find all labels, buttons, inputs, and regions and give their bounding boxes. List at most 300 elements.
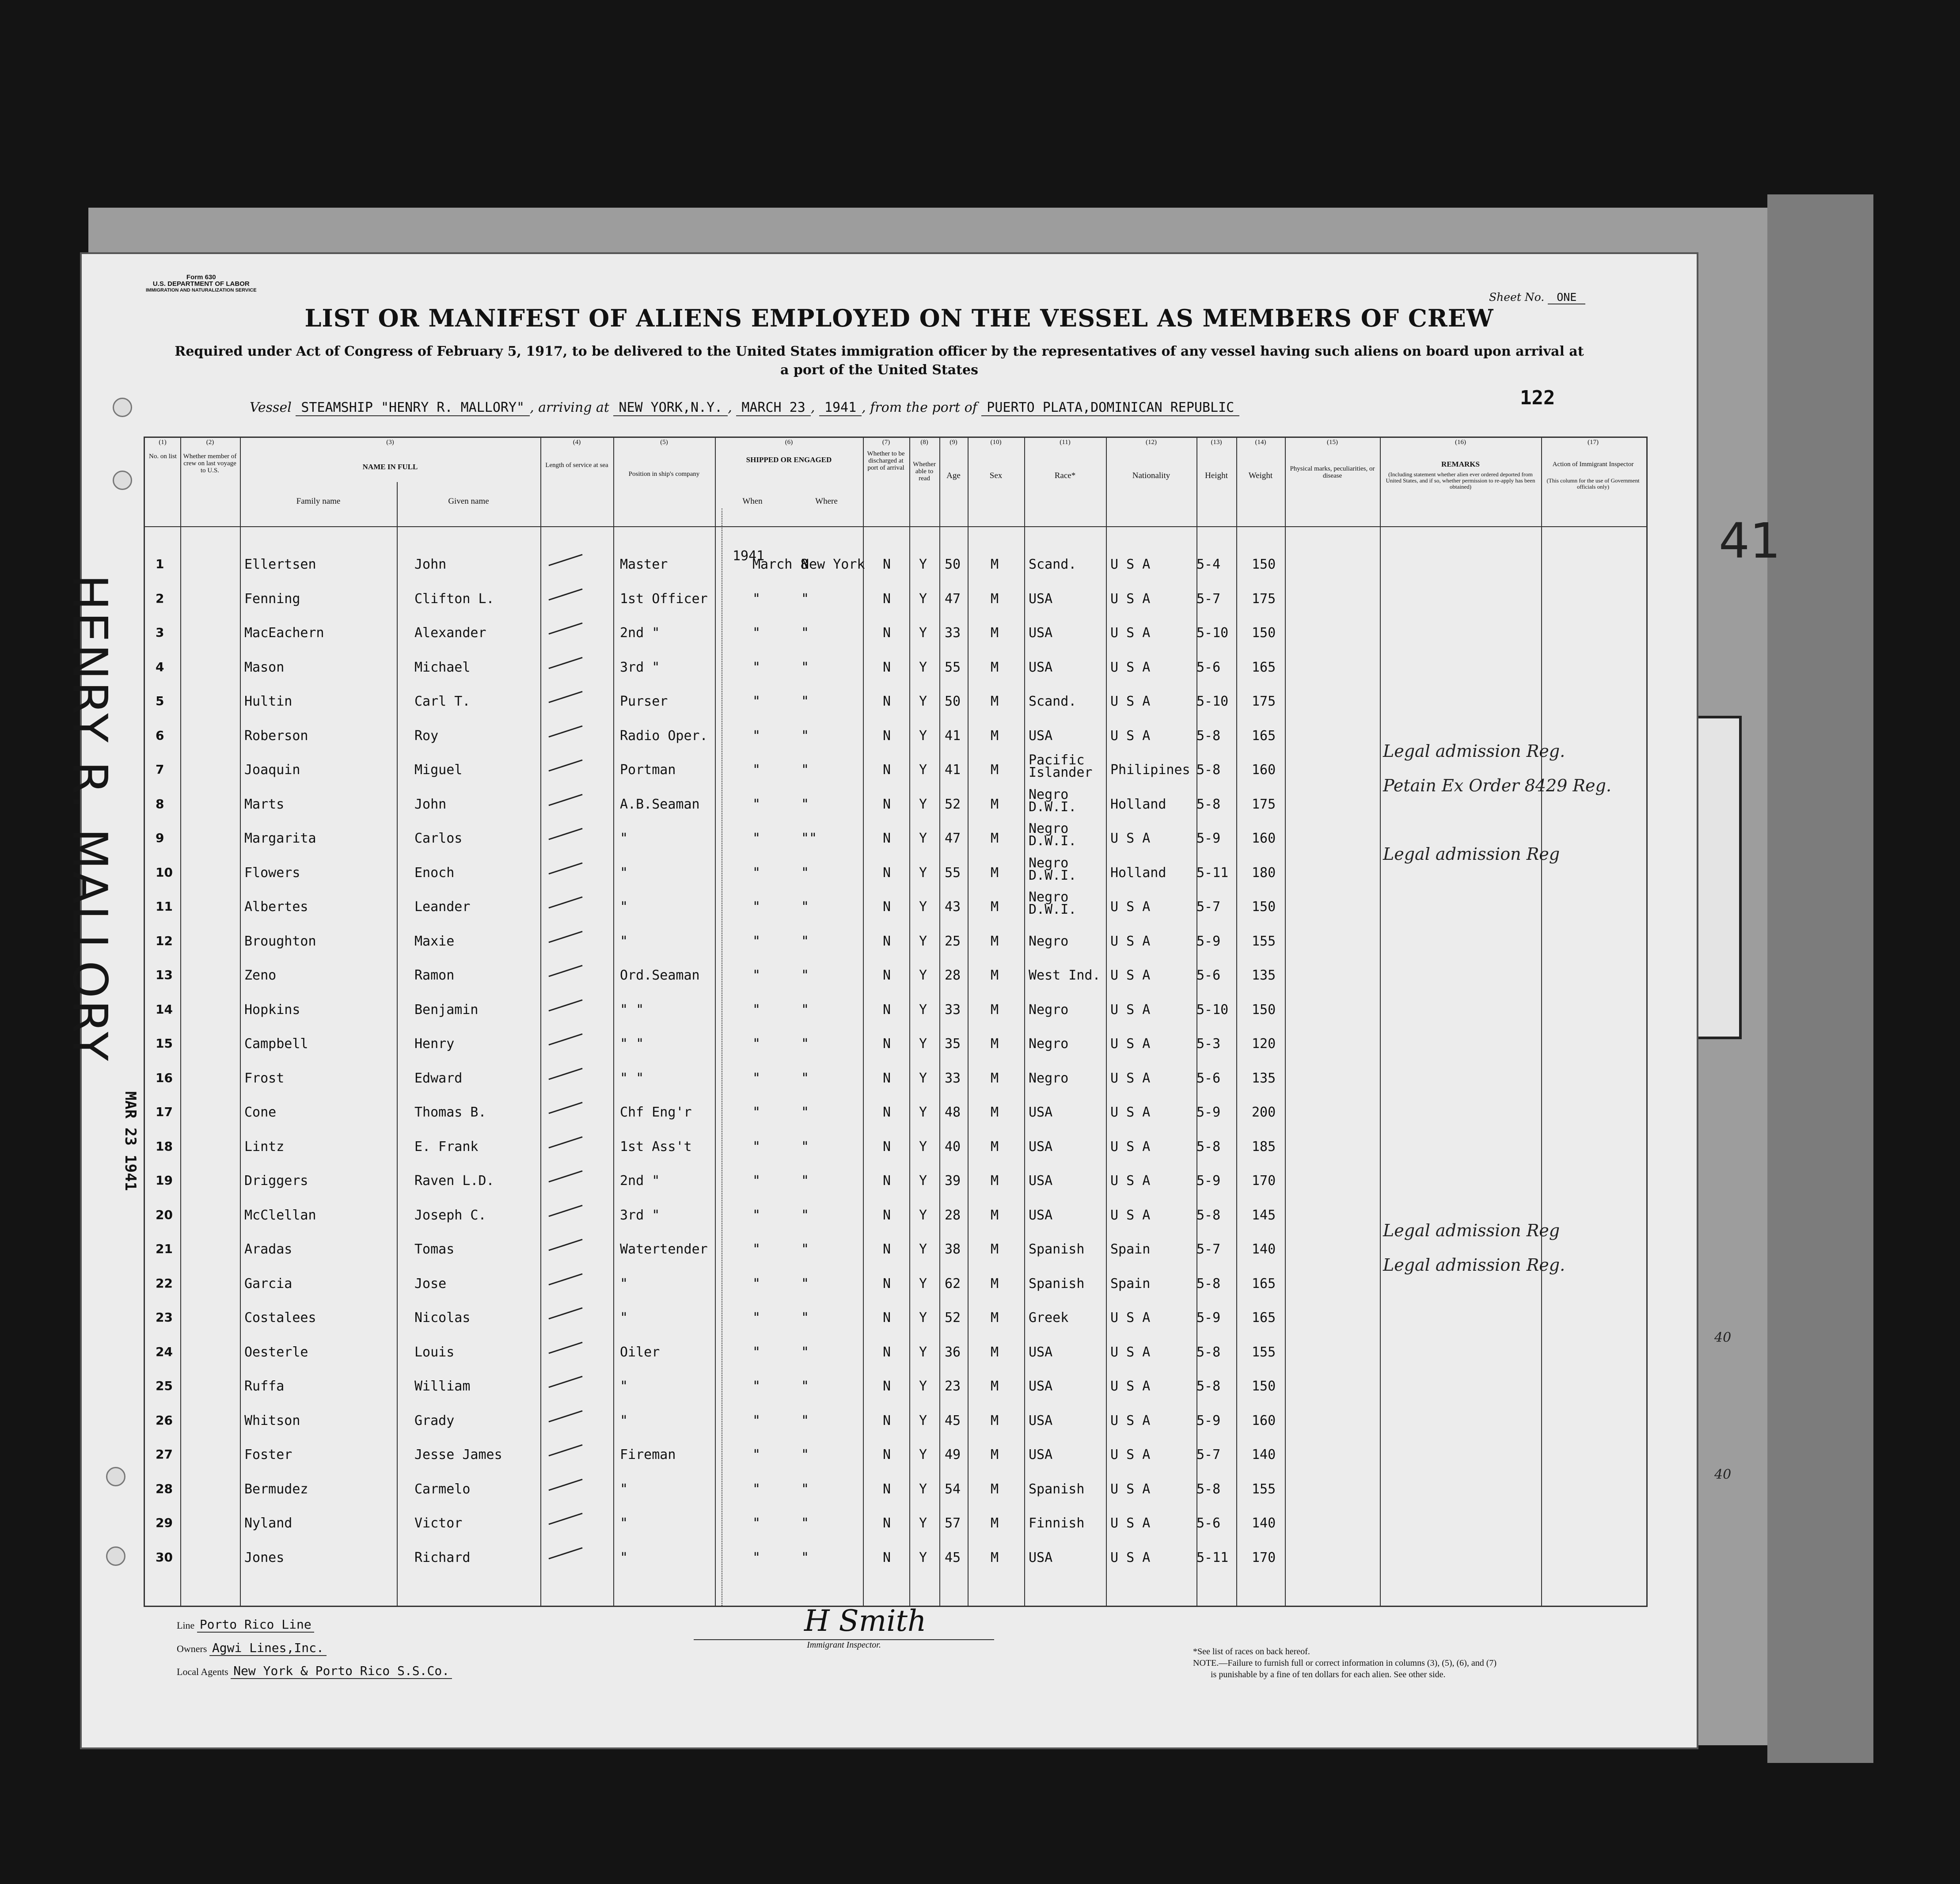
table-row: [145, 923, 1646, 957]
cell-n: 23: [156, 1310, 173, 1325]
cell-given: Ramon: [414, 968, 455, 983]
cell-age: 33: [945, 1002, 961, 1018]
cell-n: 11: [156, 899, 173, 914]
cell-height: 5-10: [1197, 694, 1229, 709]
cell-sex: M: [991, 1070, 999, 1086]
from-label: , from the port of: [862, 400, 977, 415]
header-sex: Sex: [989, 471, 1003, 480]
cell-family: Whitson: [244, 1413, 300, 1428]
cell-read: Y: [919, 1036, 927, 1052]
tick-mark: [548, 1376, 582, 1388]
cell-position: ": [620, 1310, 628, 1326]
cell-position: 2nd ": [620, 1173, 660, 1189]
vessel-line: Vessel STEAMSHIP "HENRY R. MALLORY" , arriving at NEW YORK,N.Y. , MARCH 23 , 1941 , from the port of PUERTO PLATA,DOMINICAN REPUBLIC: [250, 400, 1239, 415]
cell-n: 30: [156, 1550, 173, 1565]
cell-given: Jesse James: [414, 1447, 502, 1462]
note-fine: is punishable by a fine of ten dollars for each alien. See other side.: [1211, 1670, 1446, 1679]
cell-weight: 175: [1252, 694, 1276, 709]
cell-age: 40: [945, 1139, 961, 1155]
cell-nat: U S A: [1110, 557, 1151, 572]
header-no-on-list: No. on list: [149, 453, 177, 460]
cell-when: ": [752, 1207, 761, 1223]
cell-weight: 120: [1252, 1036, 1276, 1052]
cell-sex: M: [991, 1173, 999, 1189]
background-sheet-edge: [1767, 194, 1873, 1763]
cell-given: Miguel: [414, 762, 463, 778]
cell-weight: 165: [1252, 1310, 1276, 1326]
cell-where: ": [801, 865, 809, 881]
table-row: [145, 581, 1646, 615]
cell-nat: U S A: [1110, 591, 1151, 607]
cell-nat: U S A: [1110, 1070, 1151, 1086]
tick-mark: [548, 965, 582, 977]
table-row: [145, 1471, 1646, 1505]
cell-nat: Holland: [1110, 796, 1166, 812]
tick-mark: [548, 1273, 582, 1285]
cell-position: ": [620, 1379, 628, 1394]
cell-height: 5-8: [1197, 1481, 1221, 1497]
cell-weight: 170: [1252, 1550, 1276, 1565]
cell-nat: U S A: [1110, 831, 1151, 846]
cell-where: ": [801, 1413, 809, 1428]
header-race: Race*: [1054, 471, 1076, 480]
cell-race: Scand.: [1029, 557, 1077, 572]
cell-sex: M: [991, 1207, 999, 1223]
cell-race: Negro: [1029, 1036, 1069, 1052]
cell-family: Marts: [244, 796, 285, 812]
sheet-number: [1489, 291, 1585, 304]
cell-disc: N: [883, 762, 891, 778]
cell-sex: M: [991, 1002, 999, 1018]
cell-disc: N: [883, 728, 891, 744]
cell-given: John: [414, 557, 447, 572]
cell-family: Margarita: [244, 831, 316, 846]
cell-nat: U S A: [1110, 933, 1151, 949]
cell-when: ": [752, 659, 761, 675]
cell-when: ": [752, 796, 761, 812]
cell-nat: U S A: [1110, 1310, 1151, 1326]
cell-where: ": [801, 728, 809, 744]
cell-weight: 175: [1252, 796, 1276, 812]
cell-sex: M: [991, 659, 999, 675]
cell-weight: 150: [1252, 1002, 1276, 1018]
vessel-name: STEAMSHIP "HENRY R. MALLORY": [296, 400, 530, 416]
cell-n: 4: [156, 659, 164, 674]
cell-disc: N: [883, 831, 891, 846]
cell-sex: M: [991, 831, 999, 846]
cell-race: Pacific Islander: [1029, 752, 1093, 780]
col-num: (7): [882, 439, 890, 446]
line-value: Porto Rico Line: [197, 1617, 314, 1633]
cell-when: ": [752, 1173, 761, 1189]
cell-where: ": [801, 1276, 809, 1291]
tick-mark: [548, 828, 582, 840]
cell-height: 5-10: [1197, 625, 1229, 641]
cell-sex: M: [991, 1105, 999, 1120]
cell-where: ": [801, 1379, 809, 1394]
cell-nat: U S A: [1110, 1481, 1151, 1497]
cell-race: Negro: [1029, 933, 1069, 949]
inspector-signature: H Smith: [804, 1604, 927, 1638]
cell-race: Negro D.W.I.: [1029, 821, 1077, 849]
col-num: (15): [1327, 439, 1338, 446]
cell-height: 5-9: [1197, 933, 1221, 949]
table-row: [145, 1162, 1646, 1197]
cell-given: Richard: [414, 1550, 471, 1565]
punch-hole: [113, 471, 132, 490]
cell-nat: U S A: [1110, 968, 1151, 983]
cell-disc: N: [883, 796, 891, 812]
cell-race: West Ind.: [1029, 968, 1101, 983]
tick-mark: [548, 1067, 582, 1080]
cell-sex: M: [991, 968, 999, 983]
tick-mark: [548, 1307, 582, 1320]
table-row: [145, 1368, 1646, 1402]
cell-where: ": [801, 1002, 809, 1018]
sheet-label: Sheet No.: [1489, 291, 1545, 304]
cell-when: ": [752, 1105, 761, 1120]
cell-sex: M: [991, 1413, 999, 1428]
cell-race: USA: [1029, 625, 1053, 641]
form-service: IMMIGRATION AND NATURALIZATION SERVICE: [146, 288, 257, 293]
tick-mark: [548, 1239, 582, 1251]
cell-sex: M: [991, 1550, 999, 1565]
year-1941: 1941: [733, 548, 765, 564]
table-row: [145, 1436, 1646, 1471]
cell-nat: U S A: [1110, 1550, 1151, 1565]
cell-where: ": [801, 1070, 809, 1086]
cell-read: Y: [919, 1139, 927, 1155]
cell-nat: U S A: [1110, 1516, 1151, 1531]
cell-read: Y: [919, 1481, 927, 1497]
cell-height: 5-7: [1197, 1447, 1221, 1462]
cell-age: 36: [945, 1344, 961, 1360]
cell-position: " ": [620, 1070, 644, 1086]
cell-sex: M: [991, 865, 999, 881]
cell-age: 39: [945, 1173, 961, 1189]
cell-position: 3rd ": [620, 659, 660, 675]
cell-given: Edward: [414, 1070, 463, 1086]
table-row: [145, 1539, 1646, 1574]
handwritten-vessel-name: HENRY R. MALLORY: [62, 574, 117, 1063]
col-num: (10): [990, 439, 1002, 446]
cell-height: 5-11: [1197, 1550, 1229, 1565]
cell-age: 48: [945, 1105, 961, 1120]
cell-when: ": [752, 1276, 761, 1291]
cell-disc: N: [883, 933, 891, 949]
cell-where: ": [801, 1207, 809, 1223]
col-num: (17): [1588, 439, 1599, 446]
table-row: [145, 683, 1646, 718]
cell-when: ": [752, 728, 761, 744]
cell-where: ": [801, 1036, 809, 1052]
cell-where: ": [801, 1139, 809, 1155]
cell-nat: U S A: [1110, 1447, 1151, 1462]
cell-read: Y: [919, 625, 927, 641]
footer-agents: [177, 1664, 452, 1678]
col-num: (16): [1455, 439, 1466, 446]
cell-given: Carlos: [414, 831, 463, 846]
cell-disc: N: [883, 625, 891, 641]
cell-weight: 155: [1252, 1344, 1276, 1360]
cell-height: 5-6: [1197, 1070, 1221, 1086]
arrival-port: NEW YORK,N.Y.: [613, 400, 728, 416]
cell-where: ": [801, 1173, 809, 1189]
cell-position: ": [620, 1413, 628, 1428]
cell-n: 7: [156, 762, 164, 777]
cell-disc: N: [883, 899, 891, 915]
arrival-year: 1941: [819, 400, 862, 416]
cell-where: ": [801, 659, 809, 675]
cell-height: 5-7: [1197, 1242, 1221, 1257]
cell-family: Driggers: [244, 1173, 308, 1189]
tick-mark: [548, 1136, 582, 1148]
cell-family: Hultin: [244, 694, 292, 709]
cell-n: 24: [156, 1344, 173, 1359]
col-num: (2): [206, 439, 214, 446]
cell-read: Y: [919, 1276, 927, 1291]
cell-weight: 160: [1252, 762, 1276, 778]
cell-given: Louis: [414, 1344, 455, 1360]
cell-height: 5-8: [1197, 762, 1221, 778]
cell-age: 47: [945, 591, 961, 607]
cell-nat: U S A: [1110, 1002, 1151, 1018]
remark-handwriting: Legal admission Reg: [1383, 844, 1560, 864]
cell-read: Y: [919, 865, 927, 881]
cell-height: 5-4: [1197, 557, 1221, 572]
cell-when: ": [752, 1070, 761, 1086]
cell-height: 5-11: [1197, 865, 1229, 881]
cell-disc: N: [883, 1344, 891, 1360]
cell-age: 45: [945, 1550, 961, 1565]
cell-given: Benjamin: [414, 1002, 479, 1018]
cell-n: 22: [156, 1276, 173, 1291]
cell-nat: U S A: [1110, 1207, 1151, 1223]
cell-given: Enoch: [414, 865, 455, 881]
remark-handwriting: Legal admission Reg.: [1383, 1255, 1565, 1275]
cell-height: 5-9: [1197, 1105, 1221, 1120]
cell-n: 2: [156, 591, 164, 606]
cell-position: 2nd ": [620, 625, 660, 641]
cell-family: Garcia: [244, 1276, 292, 1291]
cell-age: 41: [945, 762, 961, 778]
table-row: [145, 546, 1646, 581]
cell-weight: 150: [1252, 557, 1276, 572]
cell-nat: U S A: [1110, 1344, 1151, 1360]
cell-where: ": [801, 933, 809, 949]
cell-read: Y: [919, 899, 927, 915]
cell-when: ": [752, 762, 761, 778]
cell-n: 18: [156, 1139, 173, 1154]
cell-sex: M: [991, 625, 999, 641]
cell-position: ": [620, 933, 628, 949]
col-num: (14): [1255, 439, 1266, 446]
cell-when: ": [752, 1002, 761, 1018]
cell-given: Roy: [414, 728, 439, 744]
cell-when: ": [752, 1481, 761, 1497]
cell-position: 3rd ": [620, 1207, 660, 1223]
cell-age: 47: [945, 831, 961, 846]
cell-height: 5-7: [1197, 899, 1221, 915]
cell-age: 38: [945, 1242, 961, 1257]
cell-n: 1: [156, 557, 164, 571]
cell-read: Y: [919, 728, 927, 744]
cell-age: 28: [945, 968, 961, 983]
table-row: [145, 991, 1646, 1026]
cell-height: 5-9: [1197, 1413, 1221, 1428]
cell-nat: Spain: [1110, 1242, 1151, 1257]
cell-nat: U S A: [1110, 1105, 1151, 1120]
cell-height: 5-8: [1197, 1379, 1221, 1394]
header-shipped: SHIPPED OR ENGAGED: [746, 456, 832, 464]
cell-weight: 160: [1252, 831, 1276, 846]
agents-label: Local Agents: [177, 1666, 228, 1677]
cell-age: 62: [945, 1276, 961, 1291]
cell-family: Ruffa: [244, 1379, 285, 1394]
cell-n: 13: [156, 968, 173, 982]
cell-when: ": [752, 694, 761, 709]
header-last-voyage: Whether member of crew on last voyage to U.S.: [183, 453, 237, 474]
cell-given: Alexander: [414, 625, 486, 641]
cell-age: 45: [945, 1413, 961, 1428]
cell-position: 1st Officer: [620, 591, 708, 607]
cell-disc: N: [883, 591, 891, 607]
cell-position: ": [620, 1550, 628, 1565]
cell-age: 35: [945, 1036, 961, 1052]
cell-position: ": [620, 831, 628, 846]
cell-when: ": [752, 1344, 761, 1360]
cell-where: ": [801, 694, 809, 709]
cell-read: Y: [919, 1413, 927, 1428]
col-num: (1): [159, 439, 167, 446]
cell-n: 5: [156, 694, 164, 708]
col-num: (6): [785, 439, 793, 446]
cell-n: 28: [156, 1481, 173, 1496]
inspector-line: [694, 1639, 994, 1650]
departure-port: PUERTO PLATA,DOMINICAN REPUBLIC: [981, 400, 1239, 416]
cell-nat: U S A: [1110, 1379, 1151, 1394]
cell-age: 50: [945, 557, 961, 572]
cell-position: ": [620, 1481, 628, 1497]
table-row: [145, 1060, 1646, 1094]
cell-position: ": [620, 865, 628, 881]
cell-race: USA: [1029, 1379, 1053, 1394]
cell-family: Joaquin: [244, 762, 300, 778]
owners-value: Agwi Lines,Inc.: [209, 1641, 327, 1656]
date-stamp: MAR 23 1941: [122, 1091, 139, 1191]
cell-family: Aradas: [244, 1242, 292, 1257]
cell-n: 20: [156, 1207, 173, 1222]
tick-mark: [548, 931, 582, 943]
cell-position: Oiler: [620, 1344, 660, 1360]
cell-weight: 150: [1252, 625, 1276, 641]
cell-where: ": [801, 968, 809, 983]
cell-position: ": [620, 899, 628, 915]
cell-disc: N: [883, 1413, 891, 1428]
tick-mark: [548, 725, 582, 737]
cell-disc: N: [883, 865, 891, 881]
cell-race: USA: [1029, 1413, 1053, 1428]
cell-sex: M: [991, 1516, 999, 1531]
table-row: [145, 1128, 1646, 1163]
header-able-read: Whether able to read: [913, 461, 936, 482]
tick-mark: [548, 896, 582, 909]
tick-mark: [548, 1547, 582, 1559]
cell-family: Hopkins: [244, 1002, 300, 1018]
cell-race: Negro D.W.I.: [1029, 855, 1077, 883]
page-number: 122: [1520, 387, 1555, 409]
cell-nat: U S A: [1110, 728, 1151, 744]
cell-read: Y: [919, 1379, 927, 1394]
cell-position: Radio Oper.: [620, 728, 708, 744]
cell-sex: M: [991, 1139, 999, 1155]
cell-age: 23: [945, 1379, 961, 1394]
table-row: [145, 957, 1646, 991]
cell-disc: N: [883, 1070, 891, 1086]
cell-weight: 140: [1252, 1447, 1276, 1462]
cell-height: 5-8: [1197, 796, 1221, 812]
header-height: Height: [1205, 471, 1228, 480]
tick-mark: [548, 1513, 582, 1525]
cell-given: Nicolas: [414, 1310, 471, 1326]
cell-sex: M: [991, 591, 999, 607]
cell-position: Chf Eng'r: [620, 1105, 692, 1120]
cell-weight: 160: [1252, 1413, 1276, 1428]
cell-when: ": [752, 1550, 761, 1565]
col-num: (3): [386, 439, 394, 446]
line-label: Line: [177, 1620, 195, 1631]
agents-value: New York & Porto Rico S.S.Co.: [231, 1664, 452, 1679]
cell-read: Y: [919, 1447, 927, 1462]
header-discharged: Whether to be discharged at port of arrival: [867, 450, 905, 471]
tick-mark: [548, 1170, 582, 1183]
tick-mark: [548, 794, 582, 806]
cell-race: Spanish: [1029, 1242, 1085, 1257]
cell-given: Maxie: [414, 933, 455, 949]
cell-read: Y: [919, 1550, 927, 1565]
table-row: [145, 649, 1646, 684]
cell-height: 5-8: [1197, 1344, 1221, 1360]
cell-family: Nyland: [244, 1516, 292, 1531]
cell-disc: N: [883, 1173, 891, 1189]
crew-manifest-table: [144, 437, 1648, 1607]
cell-family: Zeno: [244, 968, 277, 983]
cell-when: ": [752, 1413, 761, 1428]
form-number: Form 630: [186, 273, 216, 281]
cell-race: USA: [1029, 1447, 1053, 1462]
tick-mark: [548, 1102, 582, 1114]
cell-n: 14: [156, 1002, 173, 1017]
cell-nat: Philipines: [1110, 762, 1190, 778]
cell-weight: 170: [1252, 1173, 1276, 1189]
cell-when: ": [752, 1516, 761, 1531]
cell-given: Victor: [414, 1516, 463, 1531]
form-department: U.S. DEPARTMENT OF LABOR: [152, 280, 250, 288]
punch-hole: [113, 398, 132, 417]
cell-age: 57: [945, 1516, 961, 1531]
tick-mark: [548, 760, 582, 772]
cell-position: Ord.Seaman: [620, 968, 700, 983]
cell-age: 28: [945, 1207, 961, 1223]
cell-disc: N: [883, 1036, 891, 1052]
vessel-label: Vessel: [250, 400, 292, 415]
tick-mark: [548, 588, 582, 600]
cell-race: Negro D.W.I.: [1029, 889, 1077, 917]
cell-read: Y: [919, 1344, 927, 1360]
cell-race: USA: [1029, 1207, 1053, 1223]
cell-family: Campbell: [244, 1036, 308, 1052]
punch-hole: [106, 1467, 125, 1486]
